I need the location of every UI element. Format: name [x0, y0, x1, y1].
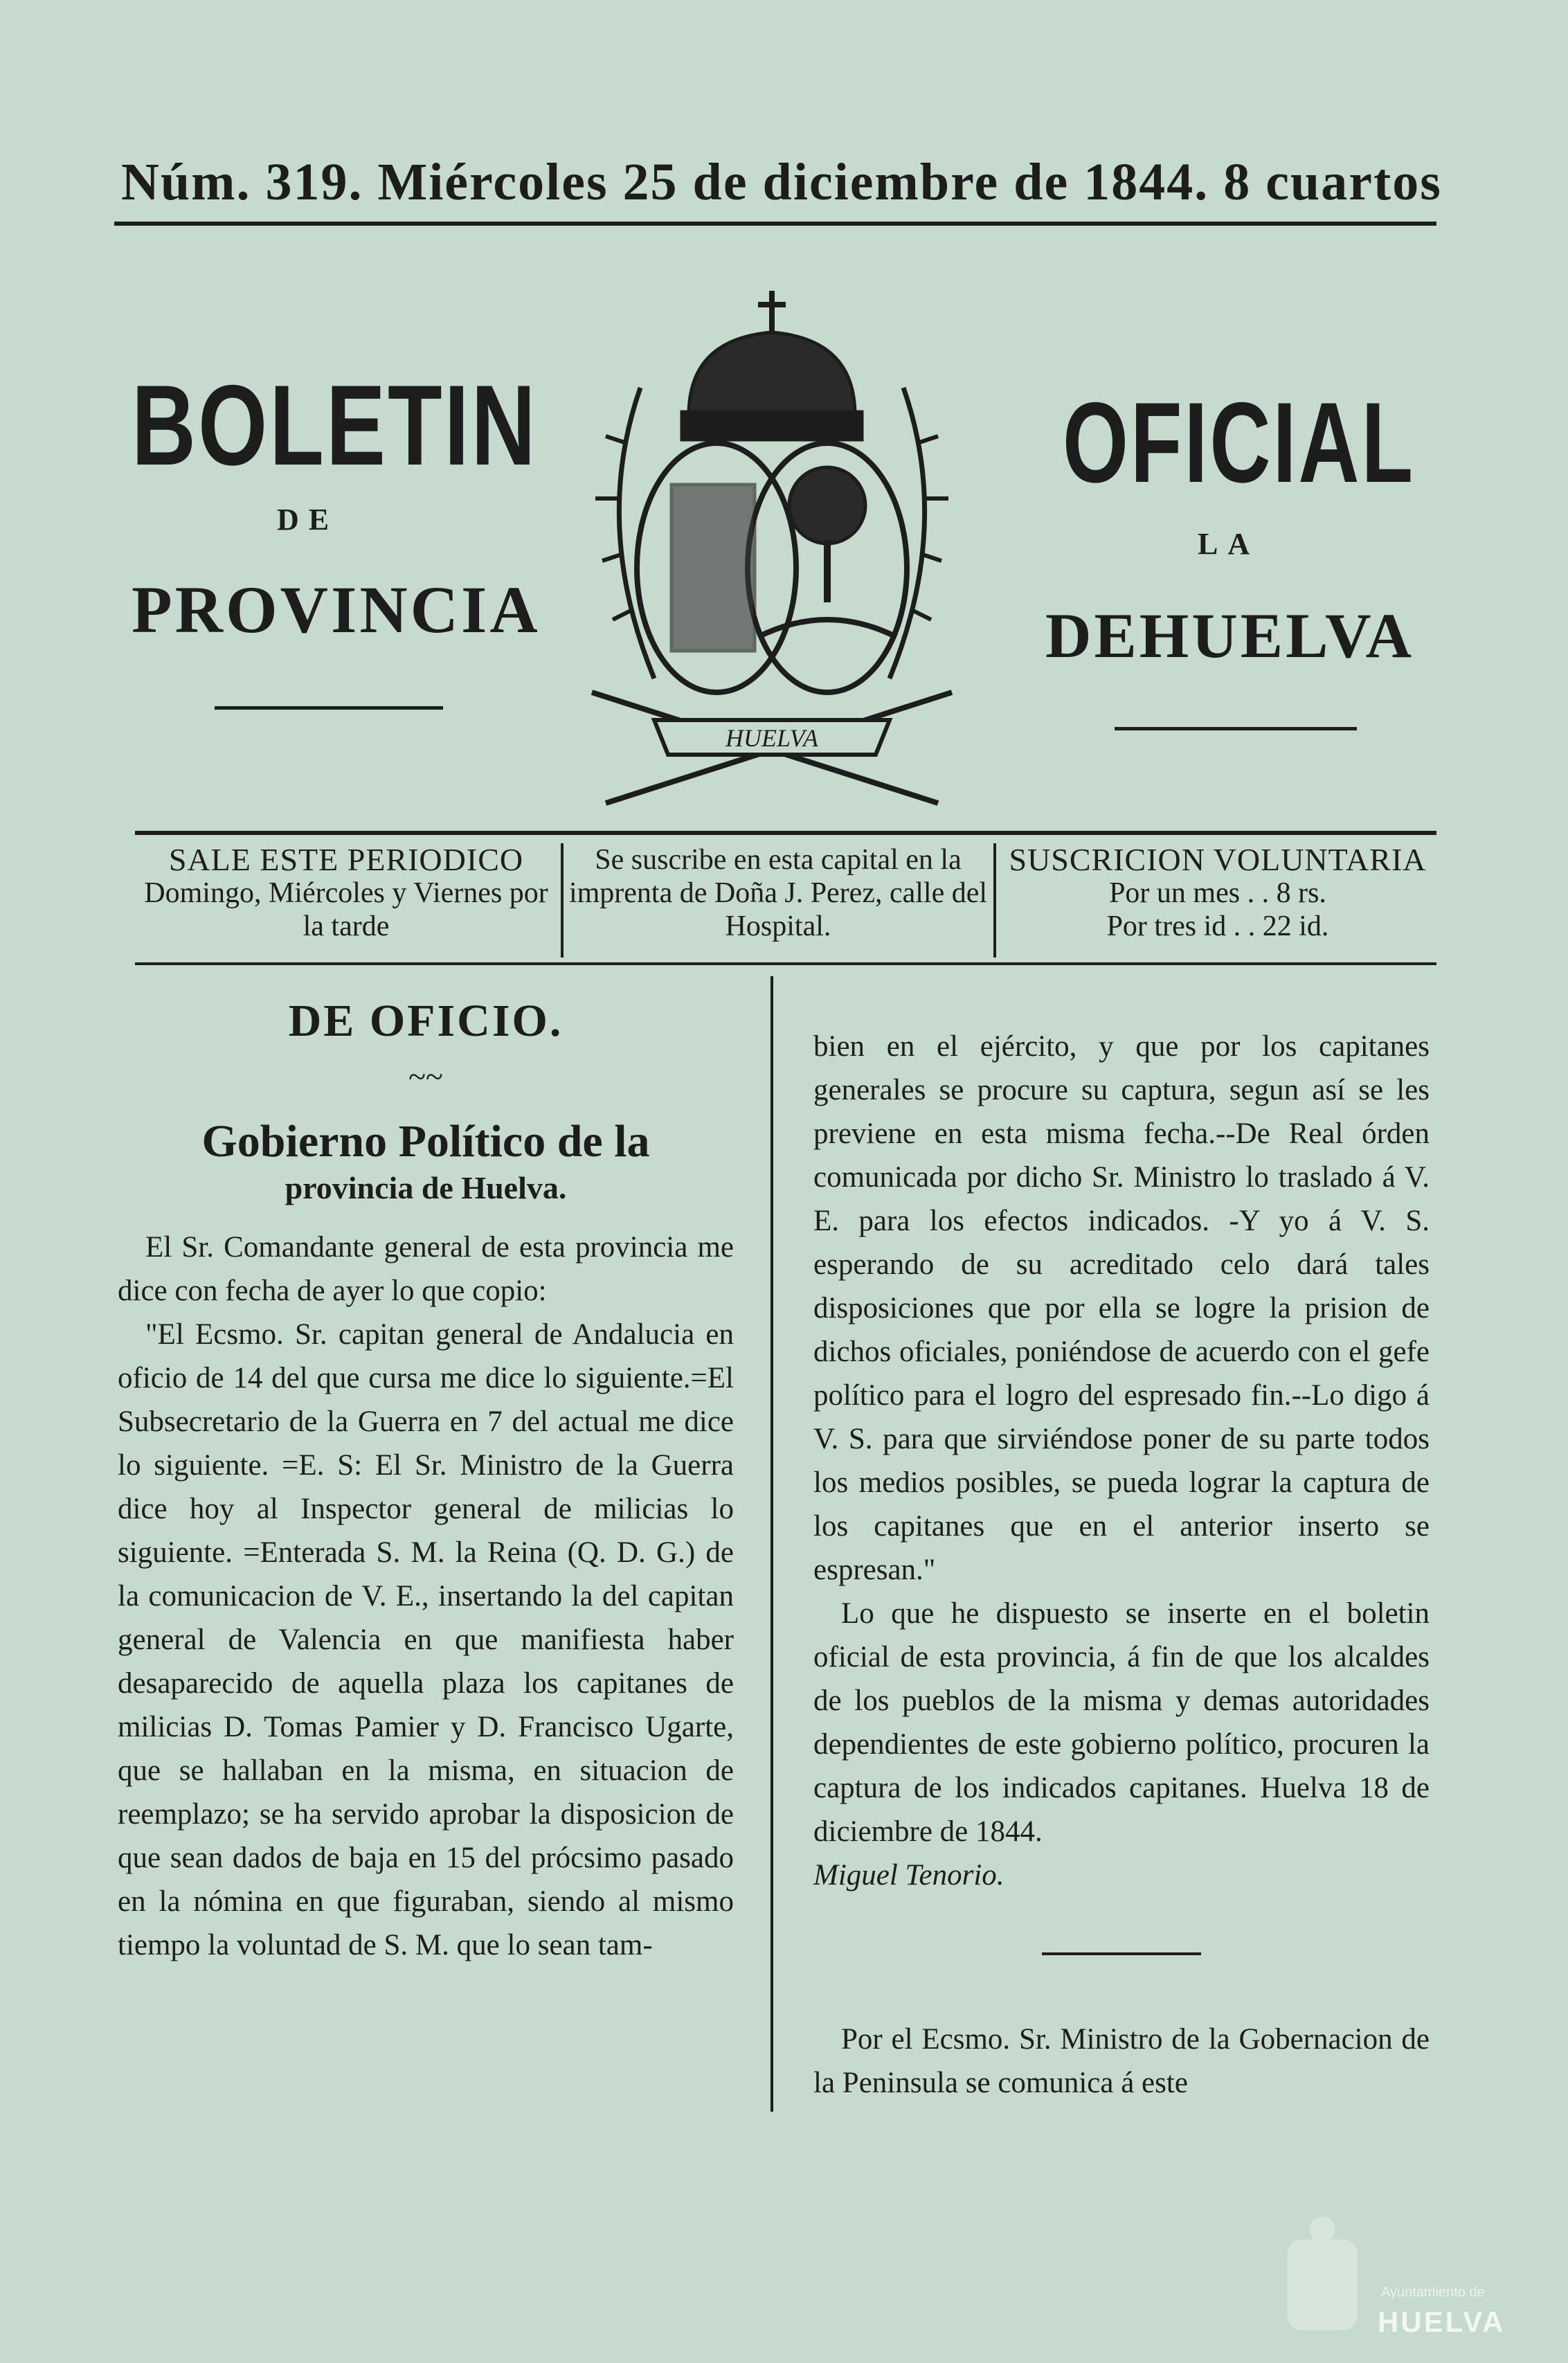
schedule-box	[135, 843, 557, 958]
article-column-right	[813, 1025, 1430, 2105]
pricing-heading: SUSCRICION VOLUNTARIA	[1009, 842, 1427, 877]
pricing-box	[993, 843, 1439, 958]
article-subheading: provincia de Huelva.	[285, 1170, 567, 1205]
price-three-months: Por tres id . . 22 id.	[1106, 910, 1329, 942]
title-provincia: PROVINCIA	[132, 573, 541, 647]
decorative-rule-left	[215, 706, 443, 710]
section-flourish: ~~	[408, 1059, 443, 1094]
emblem-ribbon-text: HUELVA	[726, 724, 818, 752]
article-heading: Gobierno Político de la	[201, 1116, 650, 1167]
article-column-left	[118, 990, 734, 1967]
schedule-heading: SALE ESTE PERIODICO	[168, 842, 524, 877]
title-oficial: OFICIAL	[1063, 379, 1416, 506]
paragraph-next-article: Por el Ecsmo. Sr. Ministro de la Gobernacion de la Peninsula se comunica á este	[813, 2023, 1430, 2099]
paragraph-quote-end: bien en el ejército, y que por los capitanes generales se procure su captura, segun así se les previene en esta misma fecha.--De Real órden comunicada por dicho Sr. Ministro lo traslado á V. E. para los efectos indicados. -Y yo á V. S. esperando de su acreditado celo dará tales disposiciones que por ella se logre la prision de dichos oficiales, poniéndose de acuerdo con el gefe político para el logro del espresado fin.--Lo digo á V. S. para que sirviéndose poner de su parte todos los medios posibles, se pueda lograr la captura de los capitanes que en el anterior inserto se espresan."	[813, 1030, 1430, 1586]
paragraph-intro: El Sr. Comandante general de esta provincia me dice con fecha de ayer lo que copio:	[118, 1231, 734, 1307]
band-bottom-rule	[135, 962, 1436, 965]
schedule-text: Domingo, Miércoles y Viernes por la tarde	[144, 877, 548, 942]
subscription-location-box	[561, 843, 993, 958]
coat-of-arms-emblem	[550, 277, 993, 817]
price-month: Por un mes . . 8 rs.	[1109, 877, 1326, 909]
subscription-band	[135, 831, 1436, 967]
issue-line: Núm. 319. Miércoles 25 de diciembre de 1844. 8 cuartos	[121, 153, 1442, 211]
issue-header	[121, 152, 1442, 213]
column-divider	[771, 976, 773, 2112]
title-la: LA	[1198, 527, 1260, 561]
decorative-rule-right	[1115, 727, 1357, 730]
section-heading: DE OFICIO.	[288, 996, 564, 1046]
title-dehuelva: DEHUELVA	[1045, 600, 1415, 671]
paragraph-disposition: Lo que he dispuesto se inserte en el boletin oficial de esta provincia, á fin de que los alcaldes de los pueblos de la misma y demas autoridades dependientes de este gobierno político, procuren la captura de los indicados capitanes. Huelva 18 de diciembre de 1844.	[813, 1597, 1430, 1848]
paragraph-quote-start: "El Ecsmo. Sr. capitan general de Andalucia en oficio de 14 del que cursa me dice lo siguiente.=El Subsecretario de la Guerra en 7 del actual me dice lo siguiente. =E. S: El Sr. Ministro de la Guerra dice hoy al Inspector general de milicias lo siguiente. =Enterada S. M. la Reina (Q. D. G.) de la comunicacion de V. E., insertando la del capitan general de Valencia en que manifiesta haber desaparecido de aquella plaza los capitanes de milicias D. Tomas Pamier y D. Francisco Ugarte, que se hallaban en la misma, en situacion de reemplazo; se ha servido aprobar la disposicion de que sean dados de baja en 15 del prócsimo pasado en la nómina en que figuraban, siendo al mismo tiempo la voluntad de S. M. que lo sean tam-	[118, 1318, 734, 1961]
watermark-small-text: Ayuntamiento de	[1381, 2285, 1485, 2300]
subscription-location-text: Se suscribe en esta capital en la imprenta de Doña J. Perez, calle del Hospital.	[568, 844, 988, 942]
article-separator	[1042, 1952, 1201, 1955]
title-de: DE	[277, 503, 339, 537]
watermark-large-text: HUELVA	[1378, 2306, 1506, 2338]
title-boletin: BOLETIN	[132, 361, 538, 489]
signature: Miguel Tenorio.	[813, 1859, 1004, 1892]
header-rule	[114, 222, 1436, 226]
